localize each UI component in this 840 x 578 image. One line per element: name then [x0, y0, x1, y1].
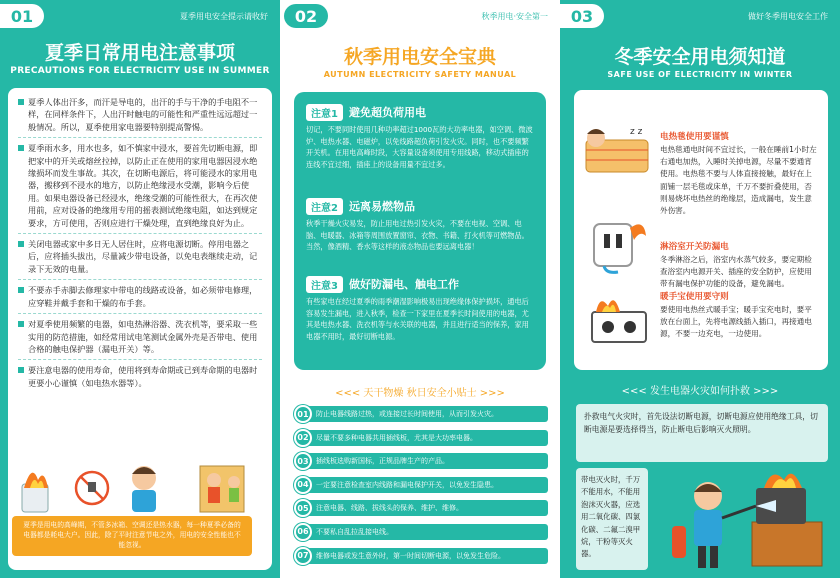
kids-cabinet-icon: [200, 466, 244, 512]
summer-tip: 要注意电器的使用寿命，使用将到寿命期或已到寿命期的电器时更要小心谨慎（如电热水器等）。: [18, 364, 262, 393]
winter-header: [560, 0, 840, 32]
list-item: [294, 451, 548, 471]
attention-body: 秋季干燥火灾易发，防止用电过热引发火灾，不要在电视、空调、电脑、电暖器、冰箱等周围放置窗帘、衣物、书籍、打火机等可燃物品。当然，像酒精、香水等这样的液态物品也要远离电器！: [306, 219, 529, 252]
attention-title: 远离易燃物品: [348, 200, 415, 213]
summer-tagline: 夏季用电安全提示请收好: [180, 11, 268, 21]
attention-badge: 注意2: [306, 198, 343, 215]
winter-item-title: 电热毯使用要谨慎: [660, 132, 729, 142]
winter-item-title: 淋浴室开关防漏电: [660, 242, 729, 252]
summer-tip: 夏季雨水多，用水也多，如不慎家中浸水，要首先切断电源，即把家中的开关或熔丝拉掉，以防止正在使用的家用电器因浸水绝缘损坏而发生事故。其次，在切断电源后，将可能浸水的家用电器，搬移到不浸水的地方，以防止绝缘浸水受潮，影响今后使用。如果电器设备已经浸水，绝缘受潮的可能性很大，在再次使用前，应对设备的绝缘用专用的摇表测试绝缘电阻，如达到规定要求，方可使用，否则应进行干燥处理，直到绝缘良好为止。: [18, 142, 262, 234]
child-icon: [132, 466, 156, 512]
list-item: [294, 475, 548, 495]
list-item: [294, 498, 548, 518]
no-plug-icon: [76, 472, 108, 504]
autumn-header: [280, 0, 560, 32]
attention-body: 有些家电在经过夏季的雨季潮湿影响极易出现绝缘体保护损坏，通电后容易发生漏电，进入秋季，检查一下家里在夏季长时间使用的电器，尤其是电热水器、洗衣机等与水关联的电器，并且进行适当的保养，家用电器不用时，最好切断电源。: [306, 297, 529, 341]
winter-subtitle: SAFE USE OF ELECTRICITY IN WINTER: [607, 70, 793, 79]
attention-title: 避免超负荷用电: [348, 106, 426, 119]
autumn-tagline: 秋季用电·安全第一: [481, 11, 548, 21]
attention-badge: 注意1: [306, 104, 343, 121]
list-number: 02: [294, 429, 312, 447]
summer-subtitle: PRECAUTIONS FOR ELECTRICITY USE IN SUMMER: [10, 66, 270, 76]
list-number: 06: [294, 523, 312, 541]
summer-tip: 关闭电器或家中多日无人居住时，应将电源切断。停用电器之后，应将插头拔出，尽量减少带电设备，以免电表继续走动，记录下无效的电量。: [18, 238, 262, 280]
list-item: [294, 546, 548, 566]
autumn-subtitle: AUTUMN ELECTRICITY SAFETY MANUAL: [323, 70, 517, 79]
autumn-tips-list: [294, 404, 548, 569]
summer-tip: 夏季人体出汗多，而汗是导电的，出汗的手与干净的手电阻不一样，在同样条件下，人出汗时触电的可能性和严重性远远超过一般情况。所以，夏季使用家电器要特别提高警惕。: [18, 96, 262, 138]
list-item: [294, 522, 548, 542]
summer-tip: 对夏季使用频繁的电器，如电热淋浴器、洗衣机等，要采取一些实用的防范措施，如经常用试电笔测试金属外壳是否带电、使用合格的触电保护器（漏电开关）等。: [18, 318, 262, 360]
list-item: [294, 428, 548, 448]
list-text: 一定要注意检查室内线路和漏电保护开关，以免发生隐患。: [306, 477, 548, 493]
summer-note: 夏季是用电的高峰期，不管多冰箱、空调还是热水器，每一种夏季必备的电器都是耗电大户。因此，除了平时注意节电之外，用电的安全性能也不能忽视。: [12, 516, 252, 556]
list-number: 07: [294, 547, 312, 565]
list-item: [294, 404, 548, 424]
shower-switch-icon: [584, 214, 652, 276]
summer-tip: 不要赤手赤脚去修理家中带电的线路或设备，如必须带电修理，应穿鞋并戴手套和干燥的布手套。: [18, 284, 262, 314]
svg-text:z z: z z: [630, 127, 643, 137]
section-number: 03: [560, 4, 604, 28]
attention-body: 切记，不要同时使用几种功率超过1000瓦的大功率电器，如空调、微波炉、电热水器、电磁炉，以免线路超负荷引发火灾。同时，也不要频繁开关机。在用电高峰时段，大容量设备须使用专用线路，移动式插座的连线不宜过细，插座上的设备用量不宜过多。: [306, 125, 533, 169]
fire-fighting-main: 扑救电气火灾时，首先设法切断电源，切断电源应使用绝缘工具，切断电源是要选择得当，防止断电后影响灭火照明。: [576, 404, 828, 462]
fire-extinguisher-illustration: [652, 466, 830, 574]
fire-fighting-heading: <<< 发生电器火灾如何扑救 >>>: [621, 386, 779, 397]
summer-header: [0, 0, 280, 32]
list-number: 01: [294, 405, 312, 423]
attention-section-1: [306, 104, 534, 170]
list-text: 尽量不要多种电器共用插线板，尤其是大功率电器。: [306, 430, 548, 446]
fire-outlet-icon: [22, 473, 48, 512]
attention-section-2: [306, 198, 534, 253]
autumn-title: 秋季用电安全宝典: [343, 46, 496, 68]
winter-tagline: 做好冬季用电安全工作: [748, 11, 828, 21]
section-number: 01: [0, 4, 44, 28]
list-number: 04: [294, 476, 312, 494]
hand-warmer-outlet-icon: [586, 290, 652, 352]
list-text: 不要私自乱拉乱接电线。: [306, 524, 548, 540]
list-text: 防止电器线路过热，或连接过长时间使用，从而引发火灾。: [306, 406, 548, 422]
fire-fighting-side: 带电灭火时，千万不能用水，不能用泡沫灭火器，应选用二氧化碳、四氯化碳、二氟二溴甲烷，干粉等灭火器。: [576, 468, 648, 570]
attention-badge: 注意3: [306, 276, 343, 293]
winter-item-body: 要使用电热丝式暖手宝；暖手宝充电时，要平放在台面上，先将电源线插入插口，再接通电源，不要一边充电，一边使用。: [660, 305, 812, 339]
section-number: 02: [284, 4, 328, 28]
attention-section-3: [306, 276, 534, 342]
attention-title: 做好防漏电、触电工作: [348, 278, 459, 291]
summer-title: 夏季日常用电注意事项: [44, 42, 235, 64]
list-text: 维修电器或发生意外时，第一时间切断电源，以免发生危险。: [306, 548, 548, 564]
winter-item-body: 电热毯通电时间不宜过长，一般在睡前1小时左右通电加热，入睡时关掉电源，尽量不要通宵使用。电热毯不要与人体直接接触，最好在上面铺一层毛毯或床单，千万不要折叠使用，否则易烧坏电热丝的绝缘层，造成漏电，发生意外伤害。: [660, 145, 817, 216]
summer-illustration: [18, 458, 262, 514]
winter-title: 冬季安全用电须知道: [614, 46, 786, 68]
electric-blanket-icon: [580, 120, 654, 182]
list-number: 05: [294, 499, 312, 517]
list-text: 插线板选购新国标，正规品牌生产的产品。: [306, 453, 548, 469]
list-number: 03: [294, 452, 312, 470]
autumn-tips-heading: <<< 天干物燥 秋日安全小贴士 >>>: [335, 388, 505, 399]
list-text: 注意电器、线路、拔线头的保养、维护、维修。: [306, 500, 548, 516]
winter-item-body: 冬季淋浴之后，浴室内水蒸气较多，要定期检查浴室内电源开关、插座的安全防护，应使用带有漏电保护功能的设备，避免漏电。: [660, 255, 812, 289]
winter-item-title: 暖手宝使用要守则: [660, 292, 729, 302]
